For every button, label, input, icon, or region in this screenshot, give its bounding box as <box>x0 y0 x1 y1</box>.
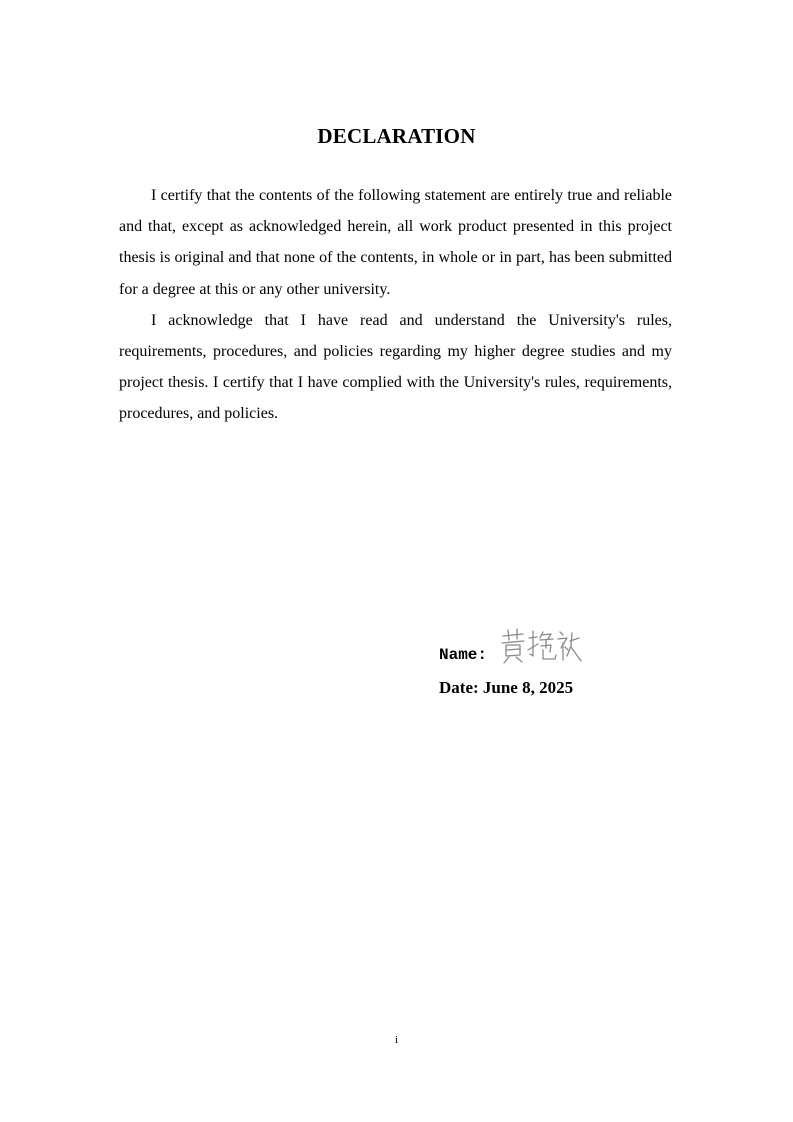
signature-block <box>439 626 739 716</box>
page-title: DECLARATION <box>317 124 476 148</box>
handwritten-signature <box>499 626 583 668</box>
paragraph-acknowledge: I acknowledge that I have read and understand the University's rules, requirements, procedures, and policies regarding my higher degree studies and my project thesis. I certify that I have complied with the University's rules, requirements, procedures, and policies. <box>119 311 672 423</box>
page-number: i <box>394 1034 399 1046</box>
date-line: Date: June 8, 2025 <box>439 678 574 697</box>
paragraph-certify: I certify that the contents of the following statement are entirely true and reliable and that, except as acknowledged herein, all work product presented in this project thesis is original and that none of the contents, in whole or in part, has been submitted for a degree at this or any other university. <box>119 187 672 298</box>
name-label: Name: <box>439 646 488 664</box>
name-row <box>439 626 739 666</box>
declaration-body <box>119 180 672 430</box>
